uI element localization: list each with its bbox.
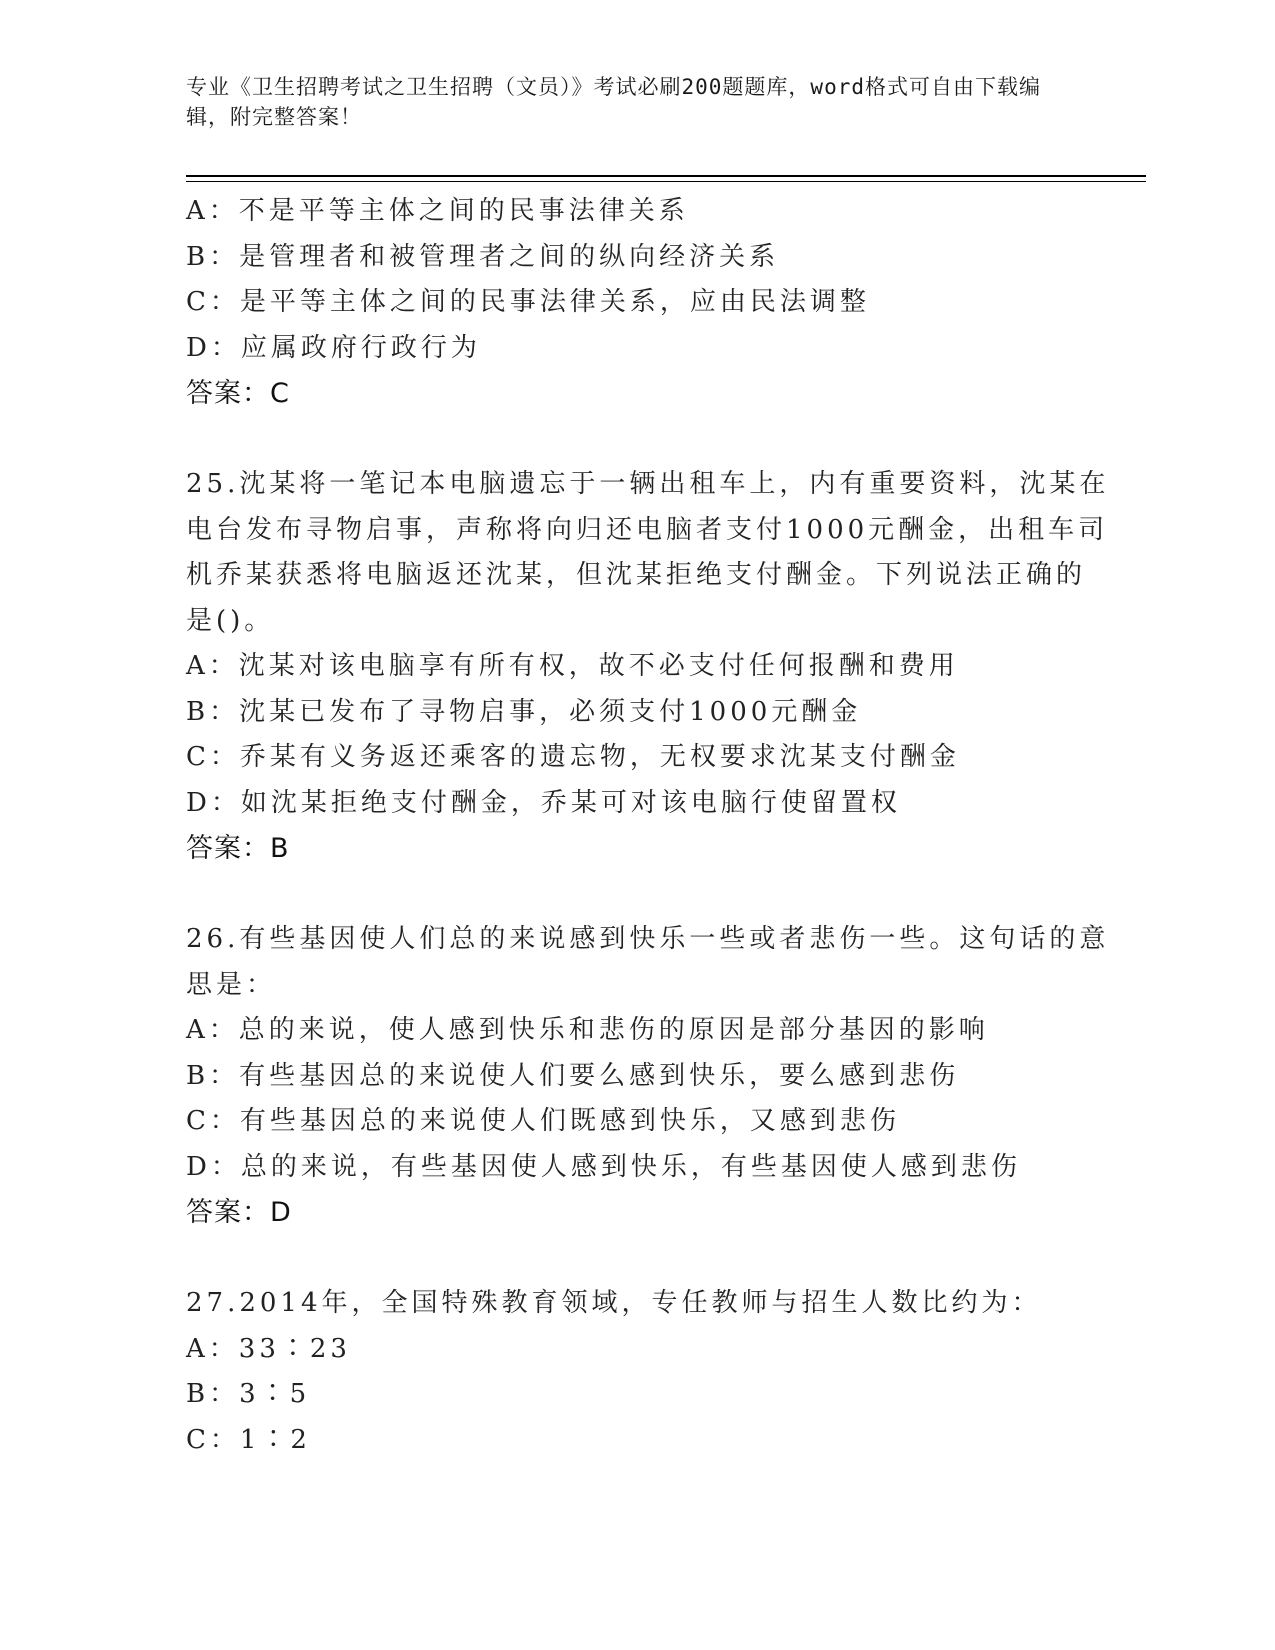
header-rule-thin xyxy=(186,181,1146,182)
question-27 xyxy=(186,1281,1086,1463)
question-stem-line: 26.有些基因使人们总的来说感到快乐一些或者悲伤一些。这句话的意 xyxy=(186,924,1110,954)
option-b: B：3∶5 xyxy=(186,1379,311,1409)
option-b: B：是管理者和被管理者之间的纵向经济关系 xyxy=(186,241,780,272)
option-d: D：如沈某拒绝支付酬金，乔某可对该电脑行使留置权 xyxy=(186,787,901,818)
question-stem-line: 机乔某获悉将电脑返还沈某，但沈某拒绝支付酬金。下列说法正确的 xyxy=(186,560,1087,590)
option-a: A：不是平等主体之间的民事法律关系 xyxy=(186,196,689,226)
option-c: C：1∶2 xyxy=(186,1424,311,1455)
option-c: C：乔某有义务返还乘客的遗忘物，无权要求沈某支付酬金 xyxy=(186,742,960,772)
document-header: 专业《卫生招聘考试之卫生招聘（文员）》考试必刷200题题库，word格式可自由下载编辑，附完整答案！ xyxy=(186,75,1041,129)
answer-label: 答案：B xyxy=(186,833,290,864)
option-a: A：33∶23 xyxy=(186,1333,351,1364)
option-d: D：应属政府行政行为 xyxy=(186,332,481,363)
option-d: D：总的来说，有些基因使人感到快乐，有些基因使人感到悲伤 xyxy=(186,1151,1021,1182)
option-b: B：有些基因总的来说使人们要么感到快乐，要么感到悲伤 xyxy=(186,1060,960,1091)
question-stem-line: 电台发布寻物启事，声称将向归还电脑者支付1000元酬金，出租车司 xyxy=(186,514,1109,545)
option-c: C：有些基因总的来说使人们既感到快乐，又感到悲伤 xyxy=(186,1106,900,1136)
question-stem-line: 思是： xyxy=(186,969,277,1000)
option-a: A：总的来说，使人感到快乐和悲伤的原因是部分基因的影响 xyxy=(186,1015,989,1045)
question-24 xyxy=(186,189,1086,417)
document-body xyxy=(186,189,1110,1463)
option-b: B：沈某已发布了寻物启事，必须支付1000元酬金 xyxy=(186,696,862,727)
question-26 xyxy=(186,917,1110,1236)
header-rule-thick xyxy=(186,175,1146,177)
question-stem-line: 25.沈某将一笔记本电脑遗忘于一辆出租车上，内有重要资料，沈某在 xyxy=(186,469,1110,499)
option-a: A：沈某对该电脑享有所有权，故不必支付任何报酬和费用 xyxy=(186,651,959,681)
answer-label: 答案：D xyxy=(186,1197,292,1228)
question-25 xyxy=(186,462,1110,872)
question-stem-line: 是()。 xyxy=(186,605,275,636)
option-c: C：是平等主体之间的民事法律关系，应由民法调整 xyxy=(186,287,870,317)
question-stem-line: 27.2014年，全国特殊教育领域，专任教师与招生人数比约为： xyxy=(186,1288,1042,1318)
answer-label: 答案：C xyxy=(186,378,290,409)
